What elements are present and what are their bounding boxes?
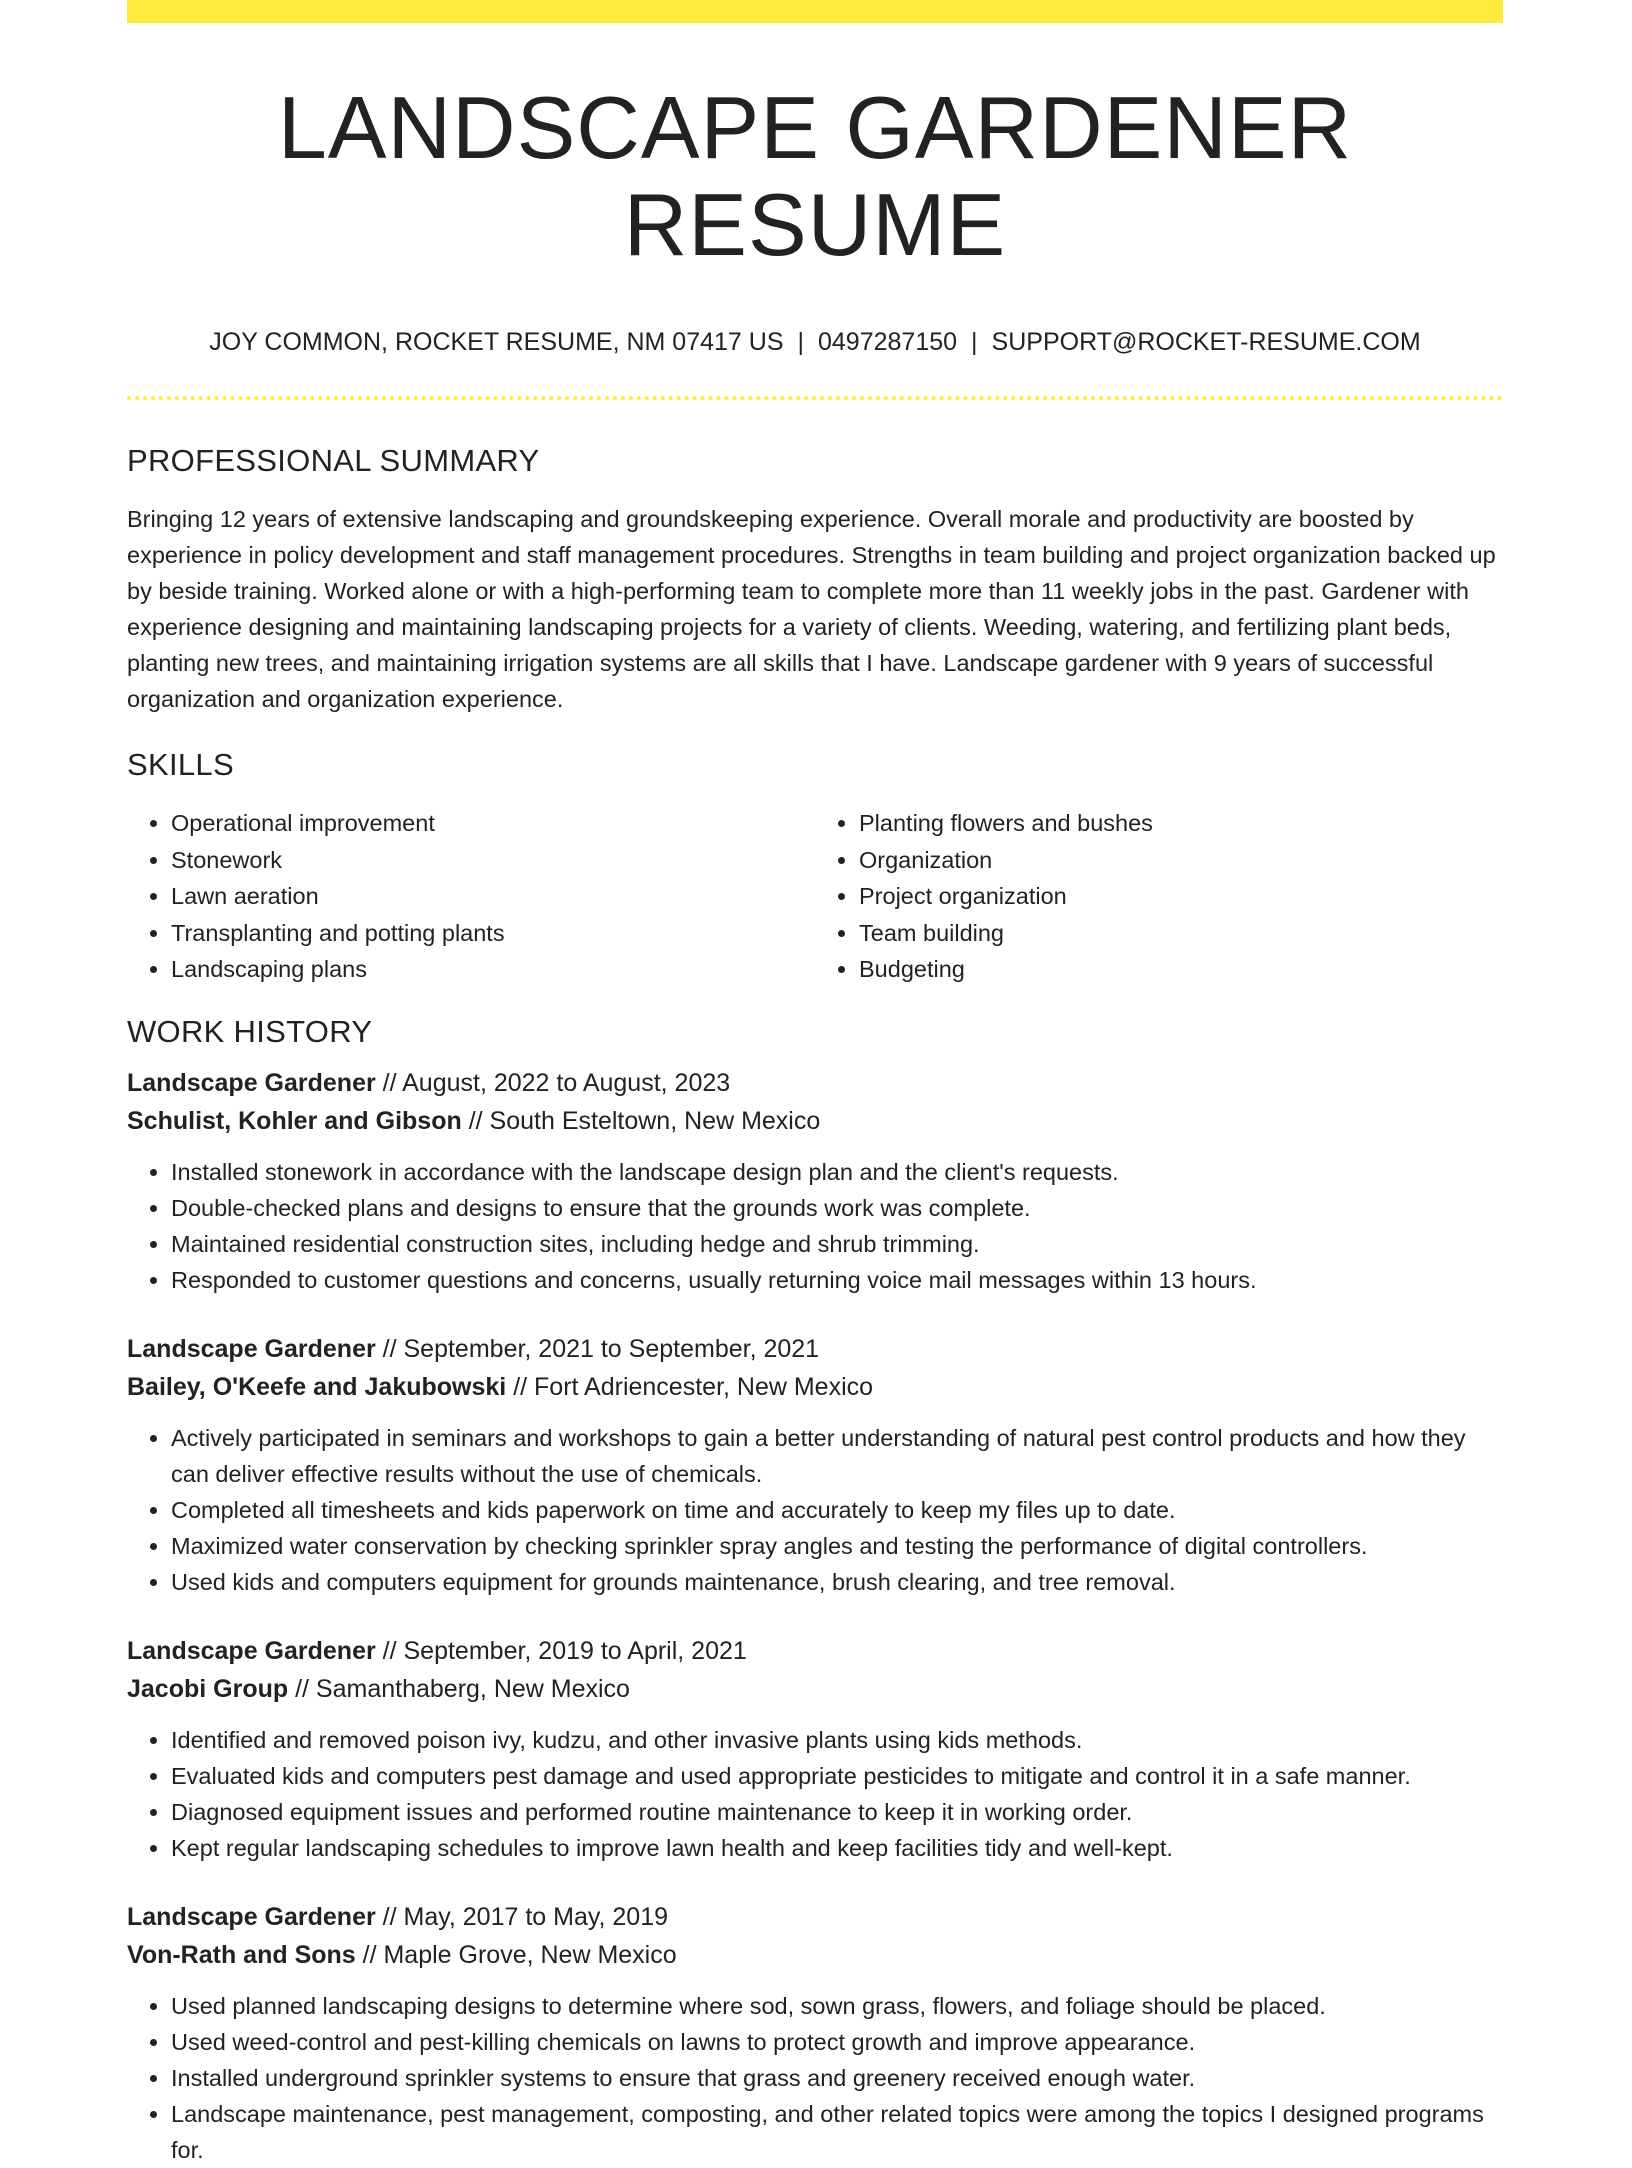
skill-item: • Landscaping plans [171,951,815,988]
skills-list-right [815,805,1503,988]
skills-grid [127,805,1503,988]
skill-item: • Stonework [171,842,815,879]
job-dates: // August, 2022 to August, 2023 [375,1068,731,1097]
job-title: Landscape Gardener [127,1334,376,1363]
job-bullet: • Maintained residential construction sites, including hedge and shrub trimming. [171,1226,1503,1262]
skill-item: • Transplanting and potting plants [171,915,815,952]
job-bullet: • Maximized water conservation by checking sprinkler spray angles and testing the performance of digital controllers. [171,1528,1503,1564]
job-bullet: • Installed underground sprinkler systems to ensure that grass and greenery received enough water. [171,2060,1503,2096]
job-location: // Maple Grove, New Mexico [355,1940,677,1969]
contact-separator: | [971,327,978,356]
skill-item: • Operational improvement [171,805,815,842]
skill-item: • Lawn aeration [171,878,815,915]
skill-item: • Team building [859,915,1503,952]
job-company: Jacobi Group [127,1674,289,1703]
job-company-line [127,1936,1503,1974]
job-bullet: • Used kids and computers equipment for grounds maintenance, brush clearing, and tree removal. [171,1564,1503,1600]
job-company: Von-Rath and Sons [127,1940,356,1969]
job-bullet: • Diagnosed equipment issues and performed routine maintenance to keep it in working order. [171,1794,1503,1830]
resume-page [127,0,1503,2168]
job-company-line [127,1368,1503,1406]
job-title-line [127,1330,1503,1368]
contact-email: SUPPORT@ROCKET-RESUME.COM [991,327,1421,356]
job-bullet: • Identified and removed poison ivy, kudzu, and other invasive plants using kids methods. [171,1722,1503,1758]
job-entry [127,1898,1503,2168]
job-bullet-list [127,1154,1503,1298]
job-bullet: • Used planned landscaping designs to determine where sod, sown grass, flowers, and foliage should be placed. [171,1988,1503,2024]
job-bullet-list [127,1420,1503,1600]
job-bullet: • Kept regular landscaping schedules to improve lawn health and keep facilities tidy and well-kept. [171,1830,1503,1866]
job-location: // Samanthaberg, New Mexico [288,1674,630,1703]
work-history-heading: WORK HISTORY [127,1013,373,1049]
resume-title: LANDSCAPE GARDENER RESUME [277,78,1353,274]
contact-separator: | [797,327,804,356]
job-company: Bailey, O'Keefe and Jakubowski [127,1372,507,1401]
job-location: // Fort Adriencester, New Mexico [506,1372,874,1401]
job-bullet: • Double-checked plans and designs to ensure that the grounds work was complete. [171,1190,1503,1226]
job-company: Schulist, Kohler and Gibson [127,1106,462,1135]
job-company-line [127,1102,1503,1140]
skill-item: • Organization [859,842,1503,879]
accent-top-bar [127,0,1503,23]
skill-item: • Project organization [859,878,1503,915]
contact-phone: 0497287150 [818,327,958,356]
job-bullet-list [127,1988,1503,2168]
job-dates: // May, 2017 to May, 2019 [375,1902,669,1931]
job-title-line [127,1632,1503,1670]
job-bullet: • Used weed-control and pest-killing chemicals on lawns to protect growth and improve appearance. [171,2024,1503,2060]
contact-address: JOY COMMON, ROCKET RESUME, NM 07417 US [209,327,784,356]
job-entry [127,1632,1503,1866]
job-bullet: • Evaluated kids and computers pest damage and used appropriate pesticides to mitigate and control it in a safe manner. [171,1758,1503,1794]
job-title-line [127,1898,1503,1936]
job-company-line [127,1670,1503,1708]
job-entry [127,1064,1503,1298]
job-dates: // September, 2021 to September, 2021 [375,1334,820,1363]
skills-list-left [127,805,815,988]
job-bullet: • Responded to customer questions and concerns, usually returning voice mail messages within 13 hours. [171,1262,1503,1298]
job-bullet: • Landscape maintenance, pest management, composting, and other related topics were among the topics I designed programs for. [171,2096,1503,2168]
skill-item: • Budgeting [859,951,1503,988]
contact-line [127,326,1503,359]
job-title: Landscape Gardener [127,1068,376,1097]
job-bullet-list [127,1722,1503,1866]
job-title-line [127,1064,1503,1102]
summary-heading: PROFESSIONAL SUMMARY [127,443,540,479]
job-dates: // September, 2019 to April, 2021 [375,1636,747,1665]
skills-heading: SKILLS [127,747,234,783]
job-location: // South Esteltown, New Mexico [461,1106,821,1135]
dotted-divider [127,396,1503,400]
job-bullet: • Actively participated in seminars and workshops to gain a better understanding of natural pest control products and how they can deliver effective results without the use of chemicals. [171,1420,1503,1492]
job-title: Landscape Gardener [127,1636,376,1665]
skill-item: • Planting flowers and bushes [859,805,1503,842]
job-bullet: • Completed all timesheets and kids paperwork on time and accurately to keep my files up to date. [171,1492,1503,1528]
job-entry [127,1330,1503,1600]
summary-text: Bringing 12 years of extensive landscaping and groundskeeping experience. Overall morale and productivity are boosted by experience in policy development and staff management procedures. Strengths in team building and project organization backed up by beside training. Worked alone or with a high-performing team to complete more than 11 weekly jobs in the past. Gardener with experience designing and maintaining landscaping projects for a variety of clients. Weeding, watering, and fertilizing plant beds, planting new trees, and maintaining irrigation systems are all skills that I have. Landscape gardener with 9 years of successful organization and organization experience. [127,506,1496,713]
job-bullet: • Installed stonework in accordance with the landscape design plan and the client's requests. [171,1154,1503,1190]
job-title: Landscape Gardener [127,1902,376,1931]
